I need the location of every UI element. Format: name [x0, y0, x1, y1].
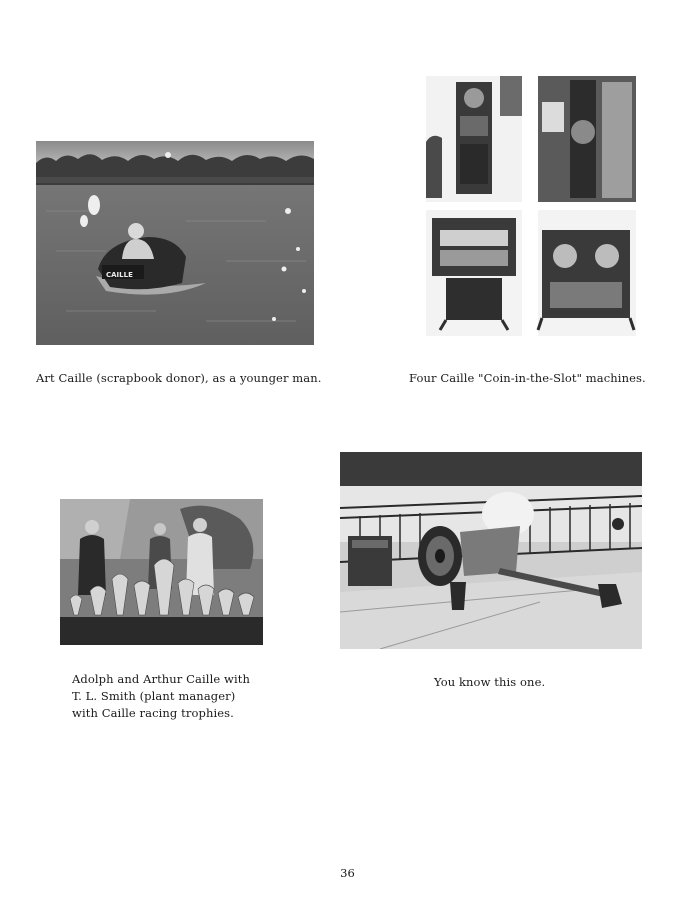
caption-trophies-line-3: with Caille racing trophies. [72, 706, 234, 720]
caption-trophies [72, 671, 250, 722]
caption-art-caille: Art Caille (scrapbook donor), as a younger man. [36, 371, 322, 385]
coin-machines-photo-art [420, 72, 642, 340]
caption-trophies-line-1: Adolph and Arthur Caille with [72, 672, 250, 686]
page-number: 36 [340, 866, 355, 880]
caption-trophies-line-2: T. L. Smith (plant manager) [72, 689, 236, 703]
boat-name-label: CAILLE [106, 271, 133, 279]
photo-caille-trophies [60, 499, 263, 645]
caption-motor: You know this one. [434, 675, 546, 689]
boat-photo-art [36, 141, 314, 345]
photo-outboard-motor [340, 452, 642, 649]
trophies-photo-art [60, 499, 263, 645]
photo-art-caille-boat [36, 141, 314, 345]
motor-photo-art [340, 452, 642, 649]
caption-coin-machines: Four Caille "Coin-in-the-Slot" machines. [409, 371, 646, 385]
photo-coin-machines [420, 72, 642, 340]
